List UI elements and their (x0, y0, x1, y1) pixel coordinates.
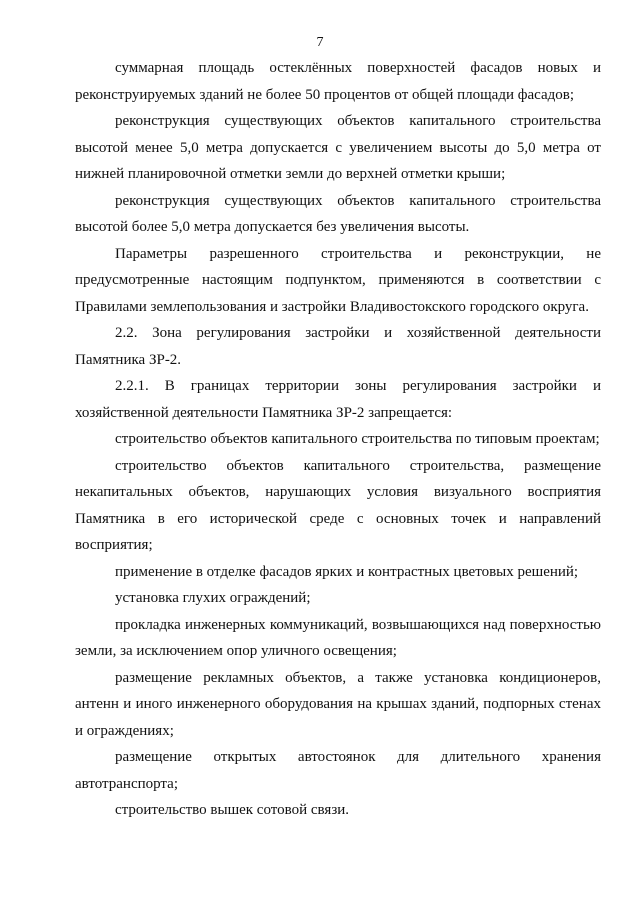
list-item-bright-colors: применение в отделке фасадов ярких и контрастных цветовых решений; (115, 563, 579, 580)
list-item-advertising-equipment: размещение рекламных объектов, а также установка кондиционеров, антенн и иного инженерного оборудования на крышах зданий, подпорных стенах и ограждениях; (75, 669, 601, 739)
paragraph-reconstruction-above-5m: реконструкция существующих объектов капитального строительства высотой более 5,0 метра допускается без увеличения высоты. (75, 192, 601, 235)
paragraph-construction-parameters: Параметры разрешенного строительства и реконструкции, не предусмотренные настоящим подпунктом, применяются в соответствии с Правилами землепользования и застройки Владивостокского городского округа. (75, 245, 601, 315)
list-item-visual-perception: строительство объектов капитального строительства, размещение некапитальных объектов, нарушающих условия визуального восприятия Памятника в его исторической среде с основных точек и направлений восприятия; (75, 457, 601, 553)
list-item-typical-projects: строительство объектов капитального строительства по типовым проектам; (115, 431, 600, 447)
list-item-engineering-communications: прокладка инженерных коммуникаций, возвышающихся над поверхностью земли, за исключением опор уличного освещения; (75, 616, 601, 659)
paragraph-glazing-area: суммарная площадь остеклённых поверхностей фасадов новых и реконструируемых зданий не более 50 процентов от общей площади фасадов; (75, 60, 601, 103)
paragraph-reconstruction-below-5m: реконструкция существующих объектов капитального строительства высотой менее 5,0 метра допускается с увеличением высоты до 5,0 метра от нижней планировочной отметки земли до верхней отметки крыши; (75, 113, 601, 182)
page-number: 7 (316, 35, 324, 50)
paragraph-zr2-prohibitions: 2.2.1. В границах территории зоны регулирования застройки и хозяйственной деятельности Памятника ЗР-2 запрещается: (75, 378, 601, 421)
section-heading-zr2: 2.2. Зона регулирования застройки и хозяйственной деятельности Памятника ЗР-2. (75, 325, 601, 368)
list-item-solid-fences: установка глухих ограждений; (115, 590, 311, 606)
list-item-cell-towers: строительство вышек сотовой связи. (115, 802, 350, 818)
document-body (75, 55, 601, 824)
list-item-open-parking: размещение открытых автостоянок для длительного хранения автотранспорта; (75, 749, 601, 792)
